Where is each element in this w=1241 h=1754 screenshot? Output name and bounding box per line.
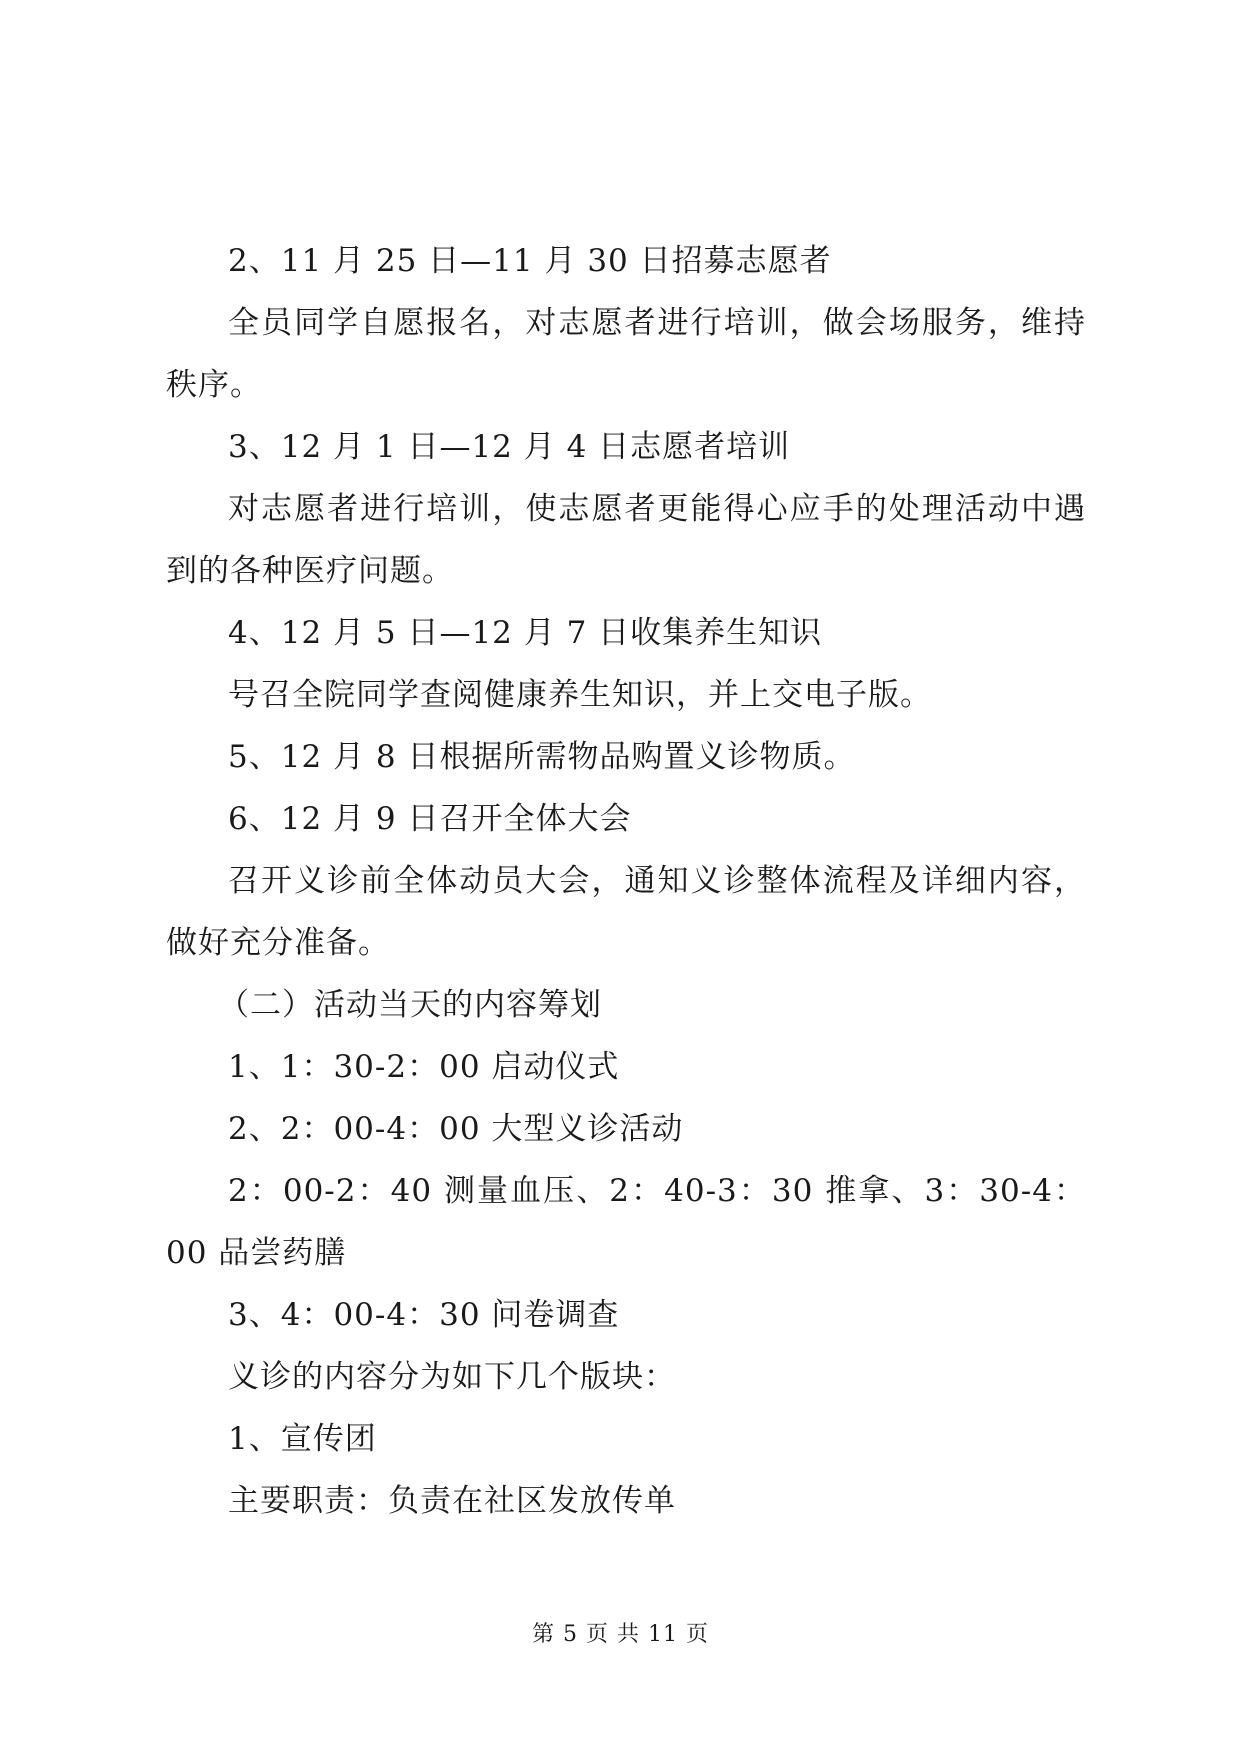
- paragraph-1: 2、11 月 25 日—11 月 30 日招募志愿者: [228, 243, 832, 279]
- paragraph-6: 号召全院同学查阅健康养生知识，并上交电子版。: [228, 677, 932, 713]
- paragraph-15: 义诊的内容分为如下几个版块：: [228, 1359, 676, 1395]
- paragraph-17: 主要职责：负责在社区发放传单: [228, 1483, 676, 1519]
- paragraph-2: 全员同学自愿报名，对志愿者进行培训，做会场服务，维持秩序。: [166, 305, 1086, 403]
- paragraph-4: 对志愿者进行培训，使志愿者更能得心应手的处理活动中遇到的各种医疗问题。: [166, 491, 1086, 589]
- paragraph-16: 1、宣传团: [228, 1421, 377, 1457]
- paragraph-11: 1、1：30-2：00 启动仪式: [228, 1049, 620, 1085]
- page-footer: 第 5 页 共 11 页: [532, 1622, 709, 1647]
- paragraph-3: 3、12 月 1 日—12 月 4 日志愿者培训: [228, 429, 791, 465]
- paragraph-8: 6、12 月 9 日召开全体大会: [228, 801, 632, 837]
- document-body: [166, 230, 1086, 1532]
- paragraph-9: 召开义诊前全体动员大会，通知义诊整体流程及详细内容，做好充分准备。: [166, 863, 1086, 961]
- paragraph-14: 3、4：00-4：30 问卷调查: [228, 1297, 620, 1333]
- section-heading: （二）活动当天的内容筹划: [218, 987, 602, 1023]
- paragraph-7: 5、12 月 8 日根据所需物品购置义诊物质。: [228, 739, 856, 775]
- paragraph-5: 4、12 月 5 日—12 月 7 日收集养生知识: [228, 615, 823, 651]
- paragraph-12: 2、2：00-4：00 大型义诊活动: [228, 1111, 684, 1147]
- paragraph-13: 2：00-2：40 测量血压、2：40-3：30 推拿、3：30-4：00 品尝药膳: [166, 1173, 1086, 1271]
